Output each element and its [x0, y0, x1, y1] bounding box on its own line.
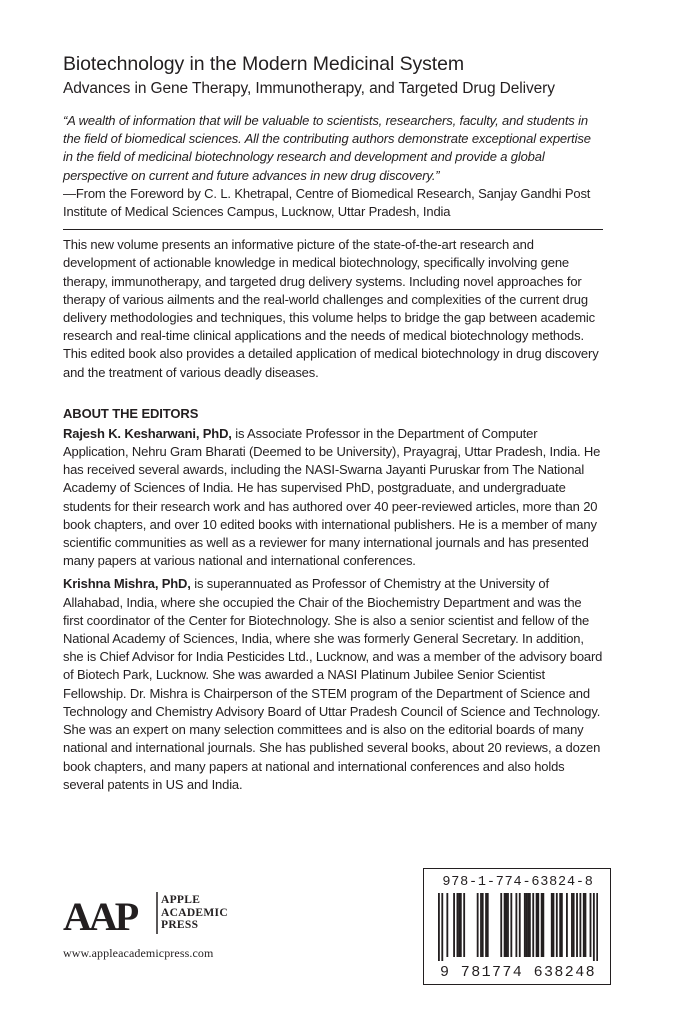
isbn-barcode	[423, 868, 611, 985]
barcode-bar	[529, 893, 531, 957]
barcode-bar	[527, 893, 529, 957]
back-cover	[63, 52, 603, 794]
barcode-bar	[446, 893, 448, 957]
barcode-bar	[576, 893, 578, 957]
about-editors-heading: ABOUT THE EDITORS	[63, 405, 199, 421]
barcode-bar	[515, 893, 517, 957]
aap-logo-mark	[63, 890, 159, 935]
barcode-bar	[463, 893, 465, 957]
ean-text: 9 781774 638248	[439, 964, 597, 981]
isbn-text: 978-1-774-63824-8	[442, 875, 594, 890]
barcode-bar	[573, 893, 575, 957]
editor-name: Rajesh K. Kesharwani, PhD,	[63, 425, 232, 441]
barcode-bar	[438, 893, 440, 961]
barcode-bar	[460, 893, 462, 957]
barcode-bar	[507, 893, 509, 957]
barcode-bar	[480, 893, 482, 957]
barcode-bar	[500, 893, 502, 957]
foreword-quote: “A wealth of information that will be valuable to scientists, researchers, faculty, and students in the field of biomedical sciences. All the contributing authors demonstrate exceptional expertise in the field of medicinal biotechnology research and development and provide a global perspective on current and future advances in new drug discovery.”	[63, 113, 591, 183]
publisher-name	[161, 894, 228, 932]
barcode-bar	[561, 893, 563, 957]
book-subtitle: Advances in Gene Therapy, Immunotherapy, and Targeted Drug Delivery	[63, 80, 555, 97]
barcode-bar	[551, 893, 553, 957]
barcode-bar	[571, 893, 573, 957]
barcode-bar	[585, 893, 587, 957]
barcode-bar	[579, 893, 581, 957]
barcode-bar	[532, 893, 534, 957]
publisher-name-line: ACADEMIC	[161, 906, 228, 919]
editor-name: Krishna Mishra, PhD,	[63, 576, 191, 592]
barcode-bar	[583, 893, 585, 957]
publisher-name-line: PRESS	[161, 919, 199, 931]
barcode-bar	[536, 893, 538, 957]
barcode-bar	[510, 893, 512, 957]
barcode-bar	[457, 893, 459, 957]
barcode-bar	[487, 893, 489, 957]
editor-bio	[63, 575, 603, 793]
barcode-bar	[524, 893, 526, 957]
barcode-bar	[504, 893, 506, 957]
logo-mark-text: AAP	[63, 894, 137, 935]
barcode-bar	[505, 893, 507, 957]
barcode-bar	[542, 893, 544, 957]
barcode-bar	[541, 893, 543, 957]
barcode-bar	[441, 893, 443, 961]
barcode-bar	[519, 893, 521, 957]
editor-bio	[63, 425, 603, 571]
barcode-bar	[559, 893, 561, 957]
barcode-bar	[556, 893, 558, 957]
barcode-bar	[566, 893, 568, 957]
barcode-bar	[526, 893, 528, 957]
barcode-bars	[438, 893, 598, 961]
editor-bio-text: is superannuated as Professor of Chemistry at the University of Allahabad, India, where she occupied the Chair of the Biochemistry Department and was the first coordinator of the Center for Biotechnology. She is also a senior scientist and fellow of the National Academy of Sciences, India, where she was formerly General Secretary. In addition, she is Chief Advisor for India Pesticides Ltd., Lucknow, and was a member of the advisory board of Biotech Park, Lucknow. She was awarded a NASI Platinum Jubilee Senior Scientist Fellowship. Dr. Mishra is Chairperson of the STEM program of the Department of Science and Technology and Chemistry Advisory Board of Uttar Pradesh Council of Science and Technology. She was an expert on many selection committees and is also on the editorial boards of many national and international journals. She has published several books, about 20 reviews, a dozen book chapters, and many papers at national and international conferences and also holds several patents in US and India.	[63, 576, 603, 792]
barcode-bar	[593, 893, 595, 961]
barcode-bar	[537, 893, 539, 957]
book-description: This new volume presents an informative picture of the state-of-the-art research and development of actionable knowledge in medical biotechnology, specifically involving gene therapy, immunotherapy, and targeted drug delivery systems. Including novel approaches for therapy of various ailments and the real-world challenges and complexities of the current drug delivery methodologies and techniques, this volume helps to bridge the gap between academic research and real-time clinical applications and the needs of medical biotechnology methods. This edited book also provides a detailed application of medical biotechnology in drug discovery and the treatment of various deadly diseases.	[63, 237, 599, 380]
book-title: Biotechnology in the Modern Medicinal System	[63, 53, 464, 75]
publisher-name-line: APPLE	[161, 894, 201, 906]
barcode-bar	[458, 893, 460, 957]
barcode-bar	[482, 893, 484, 957]
barcode-bar	[596, 893, 598, 961]
publisher-logo	[63, 890, 233, 935]
foreword-attribution: —From the Foreword by C. L. Khetrapal, Centre of Biomedical Research, Sanjay Gandhi Post Institute of Medical Sciences Campus, Lucknow, Uttar Pradesh, India	[63, 185, 591, 220]
barcode-bar	[453, 893, 455, 957]
barcode-bar	[477, 893, 479, 957]
barcode-bar	[553, 893, 555, 957]
barcode-bar	[590, 893, 592, 957]
publisher-url: www.appleacademicpress.com	[63, 946, 214, 960]
editor-bio-text: is Associate Professor in the Department of Computer Application, Nehru Gram Bharati (Deemed to be University), Prayagraj, Uttar Pradesh, India. He has received several awards, including the NASI-Swarna Jayanti Puruskar from The National Academy of Sciences of India. He has supervised PhD, postgraduate, and undergraduate students for their research work and has authored over 40 peer-reviewed articles, more than 20 book chapters, and over 10 edited books with international publishers. He is a member of many scientific communities as well as a reviewer for many international journals and has presented many papers at various national and international conferences.	[63, 425, 601, 569]
divider	[63, 229, 603, 230]
barcode-bar	[485, 893, 487, 957]
